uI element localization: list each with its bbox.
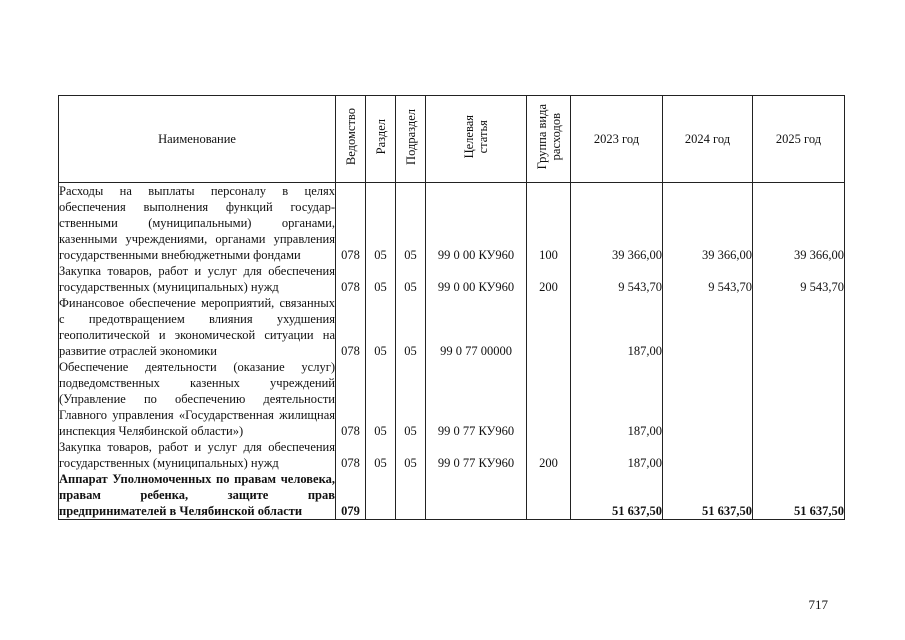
header-podrazdel: Подраздел	[396, 96, 426, 183]
row-name: Аппарат Уполномоченных по правам человека, правам ребенка, защите прав предпринимателей в Челябинской области	[59, 472, 335, 518]
row-podrazdel: 05	[396, 295, 426, 359]
row-2025: 39 366,00	[753, 183, 845, 264]
row-ved: 078	[336, 183, 366, 264]
row-gruppa	[527, 295, 571, 359]
table-row	[59, 295, 845, 359]
row-2025	[753, 295, 845, 359]
row-2023: 187,00	[571, 295, 663, 359]
row-razdel: 05	[366, 263, 396, 295]
row-2024: 51 637,50	[663, 471, 753, 520]
row-2023: 9 543,70	[571, 263, 663, 295]
row-gruppa: 200	[527, 263, 571, 295]
row-2023: 51 637,50	[571, 471, 663, 520]
header-2023: 2023 год	[571, 96, 663, 183]
header-gruppa: Группа вида расходов	[527, 96, 571, 183]
row-name: Закупка товаров, работ и услуг для обеспечения государственных (муниципальных) нужд	[59, 440, 335, 470]
page-number: 717	[808, 597, 828, 612]
row-podrazdel: 05	[396, 439, 426, 471]
row-ved: 078	[336, 359, 366, 439]
row-gruppa: 200	[527, 439, 571, 471]
row-2023: 187,00	[571, 439, 663, 471]
row-razdel	[366, 471, 396, 520]
budget-table	[58, 95, 845, 520]
table-header-row	[59, 96, 845, 183]
row-2023: 187,00	[571, 359, 663, 439]
table-row	[59, 263, 845, 295]
row-name: Закупка товаров, работ и услуг для обеспечения государственных (муниципальных) нужд	[59, 264, 335, 294]
row-gruppa	[527, 359, 571, 439]
table-row	[59, 183, 845, 264]
header-celevaya: Целевая статья	[426, 96, 527, 183]
row-2024: 9 543,70	[663, 263, 753, 295]
row-2024: 39 366,00	[663, 183, 753, 264]
row-celevaya: 99 0 77 00000	[426, 295, 527, 359]
row-celevaya: 99 0 00 КУ960	[426, 263, 527, 295]
row-podrazdel: 05	[396, 183, 426, 264]
row-name: Обеспечение деятельности (оказание услуг) подведомственных казенных учреждений (Управление по обеспечению деятельности Главного управления «Государственная жилищная инспекция Челябинской области»)	[59, 360, 335, 438]
row-ved: 078	[336, 263, 366, 295]
row-2023: 39 366,00	[571, 183, 663, 264]
row-2025	[753, 439, 845, 471]
row-2024	[663, 439, 753, 471]
row-celevaya	[426, 471, 527, 520]
row-name: Расходы на выплаты персоналу в целях обеспечения выполнения функций государственными (муниципальными) органами, казенными учреждениями, органами управления государственными внебюджетными фондами	[59, 184, 335, 262]
row-celevaya: 99 0 77 КУ960	[426, 439, 527, 471]
row-2025	[753, 359, 845, 439]
row-2025: 9 543,70	[753, 263, 845, 295]
row-podrazdel	[396, 471, 426, 520]
row-razdel: 05	[366, 359, 396, 439]
row-razdel: 05	[366, 439, 396, 471]
header-2025: 2025 год	[753, 96, 845, 183]
row-podrazdel: 05	[396, 359, 426, 439]
row-2025: 51 637,50	[753, 471, 845, 520]
row-podrazdel: 05	[396, 263, 426, 295]
header-name: Наименование	[59, 96, 336, 183]
header-2024: 2024 год	[663, 96, 753, 183]
table-row	[59, 439, 845, 471]
row-gruppa: 100	[527, 183, 571, 264]
table-row	[59, 359, 845, 439]
row-ved: 079	[336, 471, 366, 520]
row-2024	[663, 359, 753, 439]
row-celevaya: 99 0 00 КУ960	[426, 183, 527, 264]
row-razdel: 05	[366, 183, 396, 264]
row-2024	[663, 295, 753, 359]
row-gruppa	[527, 471, 571, 520]
row-ved: 078	[336, 439, 366, 471]
row-name: Финансовое обеспечение мероприятий, связанных с предотвращением влияния ухудшения геополитической и экономической ситуации на развитие отраслей экономики	[59, 296, 335, 358]
row-ved: 078	[336, 295, 366, 359]
row-celevaya: 99 0 77 КУ960	[426, 359, 527, 439]
table-row-total	[59, 471, 845, 520]
header-razdel: Раздел	[366, 96, 396, 183]
header-vedomstvo: Ведомство	[336, 96, 366, 183]
row-razdel: 05	[366, 295, 396, 359]
